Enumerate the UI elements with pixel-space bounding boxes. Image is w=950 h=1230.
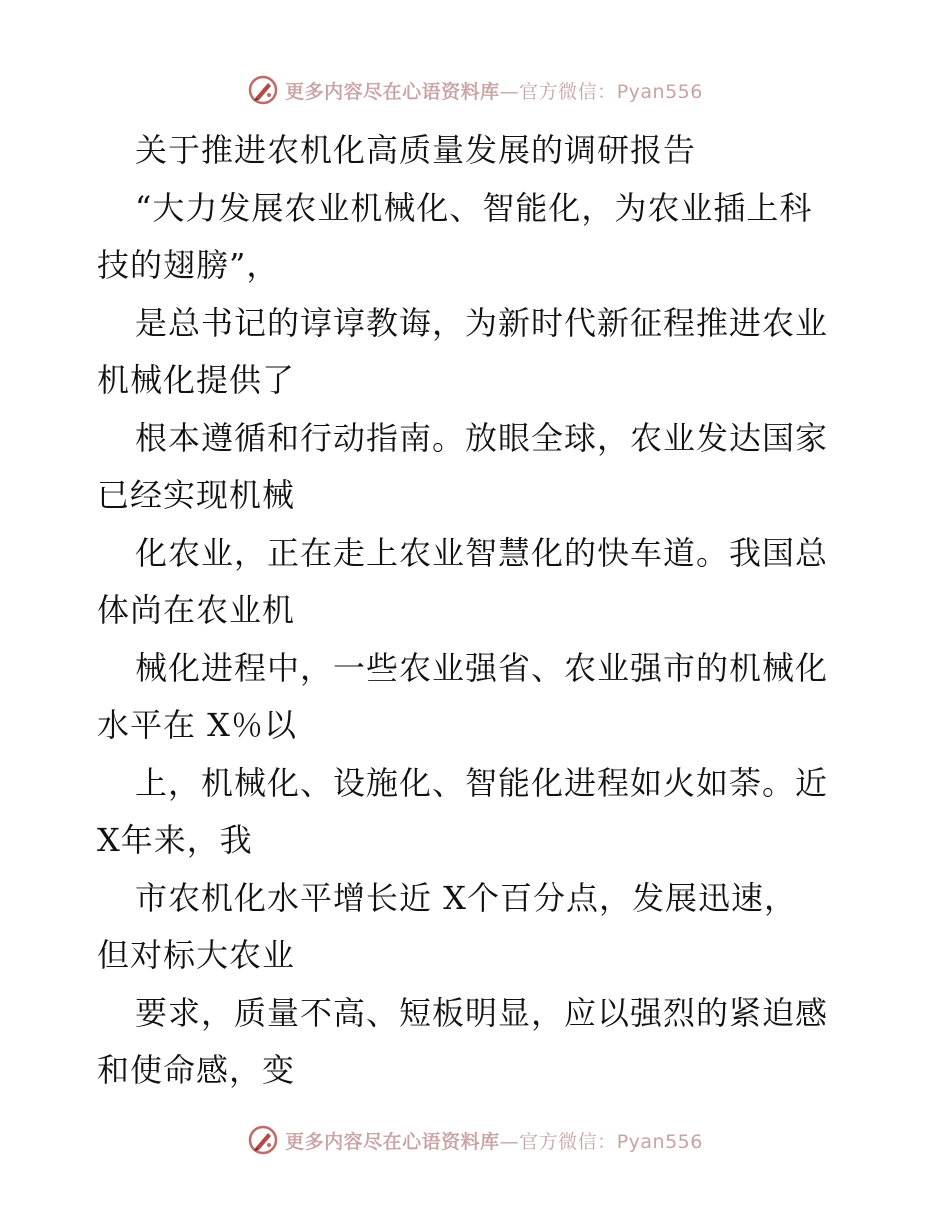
paragraph-line: 根本遵循和行动指南。放眼全球，农业发达国家 (135, 418, 829, 457)
paragraph-line: 体尚在农业机 (97, 591, 296, 629)
paragraph-line: 和使命感，变 (97, 1051, 296, 1089)
document-title: 关于推进农机化高质量发展的调研报告 (135, 131, 697, 169)
watermark-text: 更多内容尽在心语资料库—官方微信：Pyan556 (285, 80, 703, 103)
paragraph-line: 是总书记的谆谆教诲，为新时代新征程推进农业 (135, 303, 829, 342)
paragraph-line: 机械化提供了 (97, 361, 296, 399)
paragraph-line: 水平在 X％以 (97, 706, 297, 744)
paragraph-line: “大力发展农业机械化、智能化，为农业插上科 (135, 188, 813, 227)
footer-watermark (0, 1120, 950, 1160)
pen-logo-icon (247, 74, 279, 106)
header-watermark (0, 70, 950, 110)
paragraph-line: 要求，质量不高、短板明显，应以强烈的紧迫感 (135, 993, 829, 1032)
watermark-text: 更多内容尽在心语资料库—官方微信：Pyan556 (285, 1130, 703, 1153)
paragraph-line: 已经实现机械 (97, 476, 296, 514)
paragraph-line: 但对标大农业 (97, 936, 296, 974)
document-body (97, 122, 857, 1100)
paragraph-line: 械化进程中，一些农业强省、农业强市的机械化 (135, 648, 829, 687)
paragraph-line: 市农机化水平增长近 X个百分点，发展迅速， (135, 878, 797, 917)
paragraph-line: 技的翅膀”， (97, 246, 280, 284)
pen-logo-icon (247, 1124, 279, 1156)
paragraph-line: 上，机械化、设施化、智能化进程如火如荼。近 (135, 763, 829, 802)
paragraph-line: 化农业，正在走上农业智慧化的快车道。我国总 (135, 533, 829, 572)
paragraph-line: X年来，我 (97, 821, 253, 859)
